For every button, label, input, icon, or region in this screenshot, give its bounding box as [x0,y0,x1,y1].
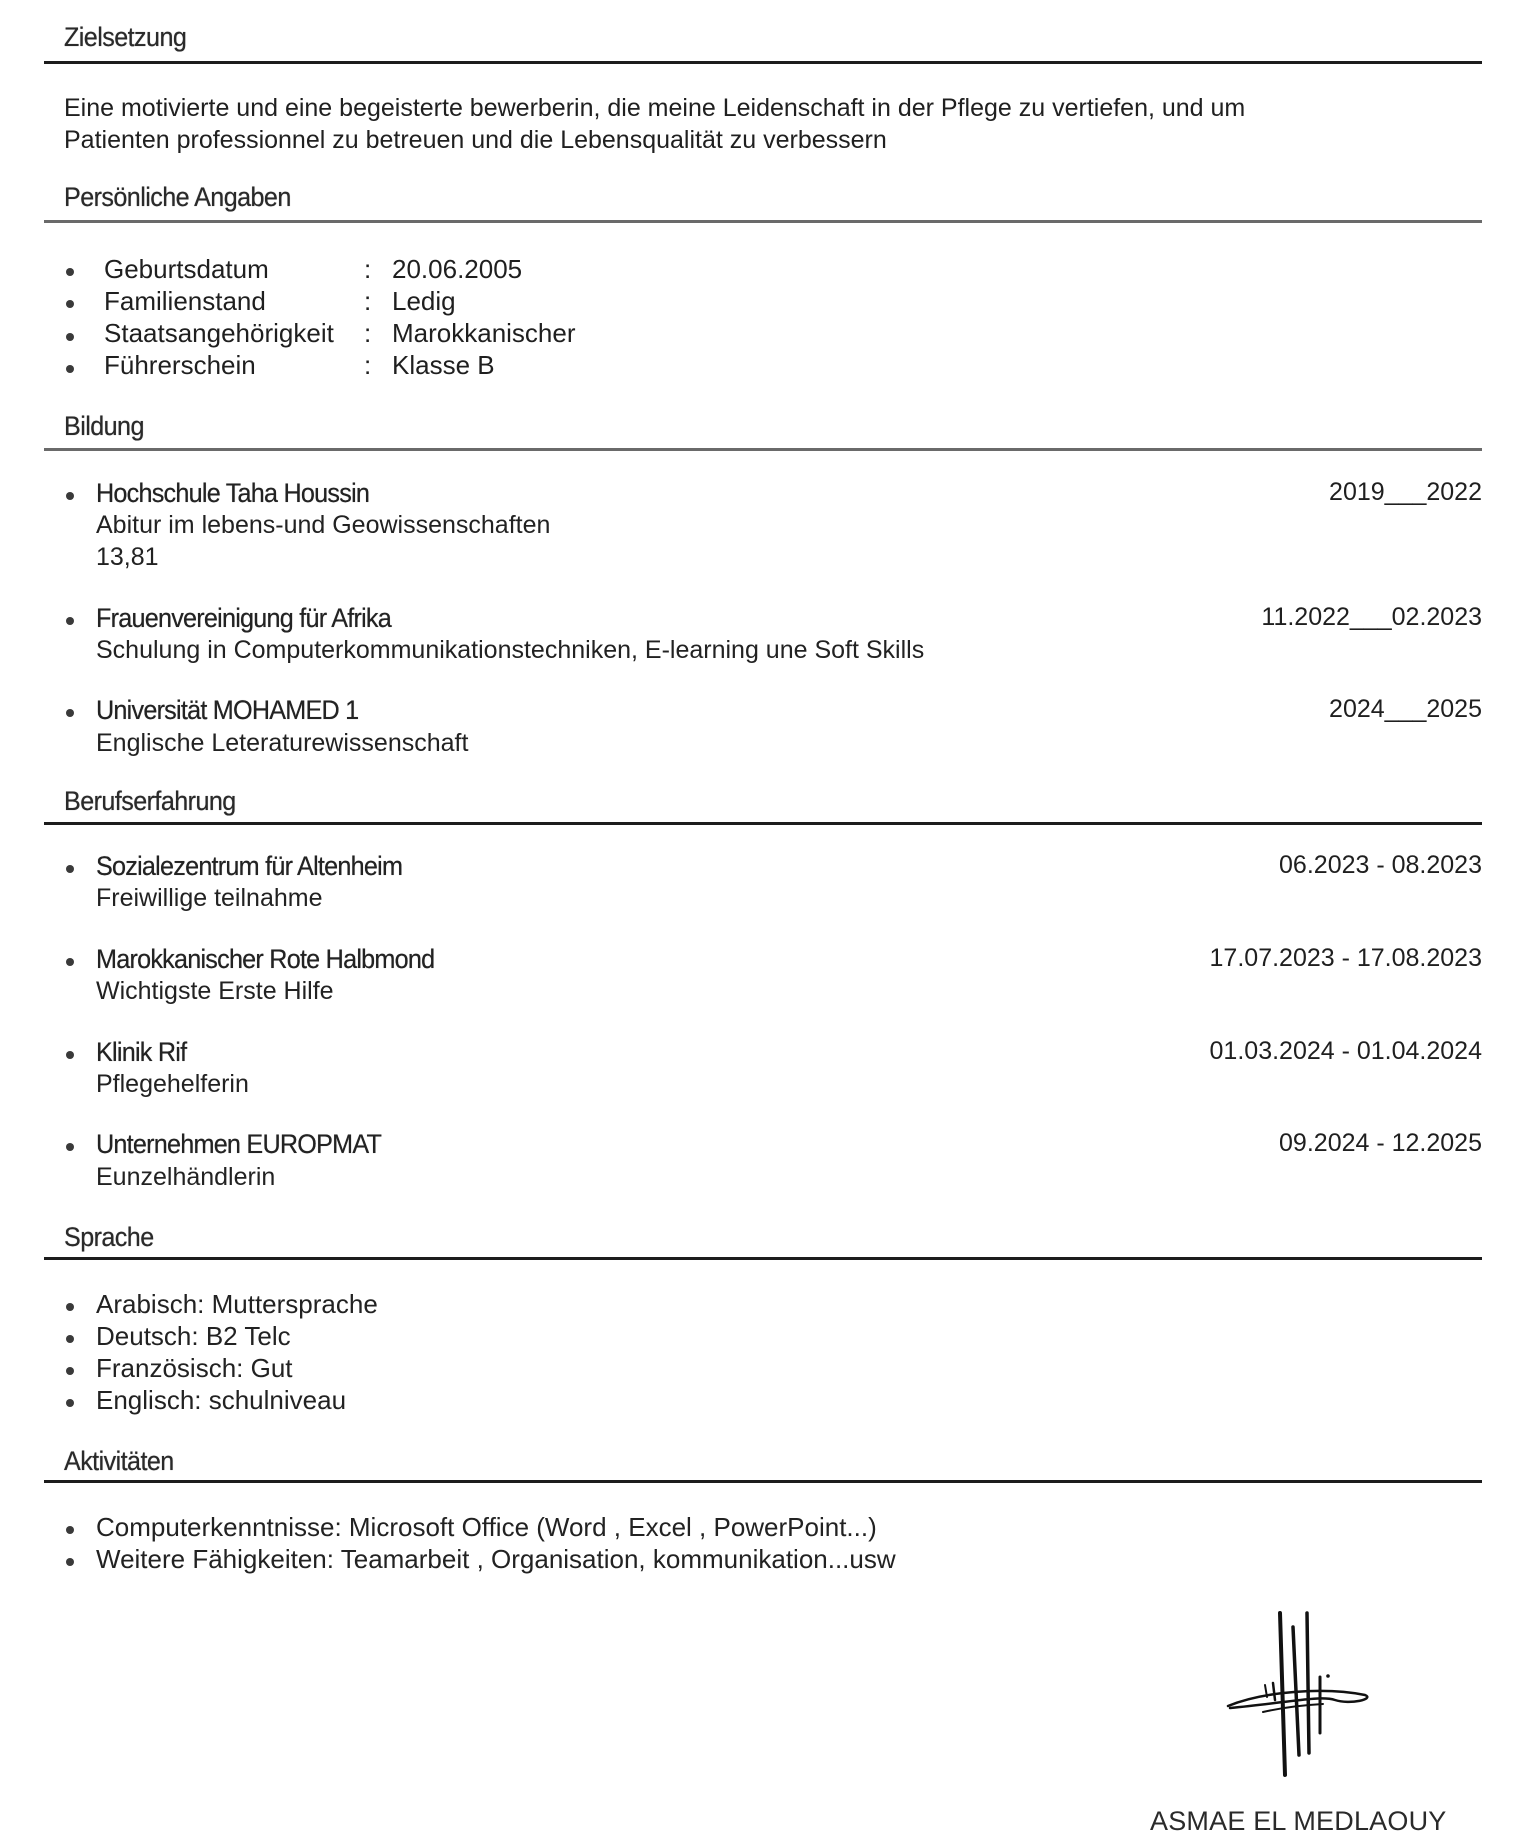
section-heading-education: Bildung [64,411,144,441]
entry-description: Englische Leteraturewissenschaft [96,729,469,757]
section-heading-activities: Aktivitäten [64,1446,174,1476]
entry-date: 06.2023 - 08.2023 [1279,851,1482,879]
section-heading-personal: Persönliche Angaben [64,182,291,212]
section-divider [44,61,1482,64]
signature-name: ASMAE EL MEDLAOUY [1150,1806,1447,1836]
entry-title: Marokkanischer Rote Halbmond [96,944,435,974]
activity-text: Weitere Fähigkeiten: Teamarbeit , Organisation, kommunikation...usw [96,1544,896,1574]
personal-info-separator: : [364,254,372,284]
entry-title: Klinik Rif [96,1037,187,1067]
section-divider [44,448,1482,451]
language-text: Deutsch: B2 Telc [96,1321,291,1351]
language-text: Französisch: Gut [96,1353,293,1383]
bullet-icon [66,958,74,966]
bullet-icon [66,1303,74,1311]
personal-info-value: Ledig [392,286,456,316]
entry-date: 11.2022___02.2023 [1261,603,1482,631]
entry-grade: 13,81 [96,543,159,571]
bullet-icon [66,1143,74,1151]
personal-info-separator: : [364,318,372,348]
handwritten-signature-icon [1225,1605,1375,1780]
section-divider [44,822,1482,825]
entry-date: 01.03.2024 - 01.04.2024 [1209,1037,1482,1065]
bullet-icon [66,492,74,500]
activity-text: Computerkenntnisse: Microsoft Office (Word , Excel , PowerPoint...) [96,1512,877,1542]
personal-info-value: Marokkanischer [392,318,576,348]
section-heading-languages: Sprache [64,1222,154,1252]
bullet-icon [66,333,74,341]
bullet-icon [66,709,74,717]
language-text: Arabisch: Muttersprache [96,1289,378,1319]
entry-description: Pflegehelferin [96,1070,249,1098]
personal-info-separator: : [364,286,372,316]
section-heading-experience: Berufserfahrung [64,786,236,816]
entry-description: Eunzelhändlerin [96,1163,276,1191]
bullet-icon [66,300,74,308]
entry-title: Universität MOHAMED 1 [96,695,359,725]
entry-date: 2019___2022 [1329,478,1482,506]
bullet-icon [66,1399,74,1407]
bullet-icon [66,1051,74,1059]
entry-title: Sozialezentrum für Altenheim [96,851,403,881]
personal-info-separator: : [364,350,372,380]
entry-date: 17.07.2023 - 17.08.2023 [1209,944,1482,972]
entry-date: 2024___2025 [1329,695,1482,723]
language-text: Englisch: schulniveau [96,1385,347,1415]
entry-description: Wichtigste Erste Hilfe [96,977,334,1005]
entry-description: Schulung in Computerkommunikationstechniken, E-learning une Soft Skills [96,636,925,664]
bullet-icon [66,617,74,625]
bullet-icon [66,268,74,276]
personal-info-label: Führerschein [104,350,256,380]
section-divider [44,1257,1482,1260]
personal-info-label: Staatsangehörigkeit [104,318,334,348]
bullet-icon [66,1526,74,1534]
entry-title: Frauenvereinigung für Afrika [96,603,391,633]
bullet-icon [66,365,74,373]
bullet-icon [66,1335,74,1343]
entry-description: Freiwillige teilnahme [96,884,323,912]
objective-text-line2: Patienten professionnel zu betreuen und die Lebensqualität zu verbessern [64,126,887,154]
section-divider [44,220,1482,223]
personal-info-value: Klasse B [392,350,495,380]
personal-info-value: 20.06.2005 [392,254,523,284]
entry-date: 09.2024 - 12.2025 [1279,1129,1482,1157]
entry-title: Unternehmen EUROPMAT [96,1129,382,1159]
section-heading-objective: Zielsetzung [64,22,187,52]
entry-title: Hochschule Taha Houssin [96,478,370,508]
bullet-icon [66,1367,74,1375]
bullet-icon [66,865,74,873]
bullet-icon [66,1558,74,1566]
section-divider [44,1480,1482,1483]
personal-info-label: Geburtsdatum [104,254,269,284]
objective-text-line1: Eine motivierte und eine begeisterte bewerberin, die meine Leidenschaft in der Pflege zu vertiefen, und um [64,94,1246,122]
personal-info-label: Familienstand [104,286,266,316]
entry-description: Abitur im lebens-und Geowissenschaften [96,511,551,539]
